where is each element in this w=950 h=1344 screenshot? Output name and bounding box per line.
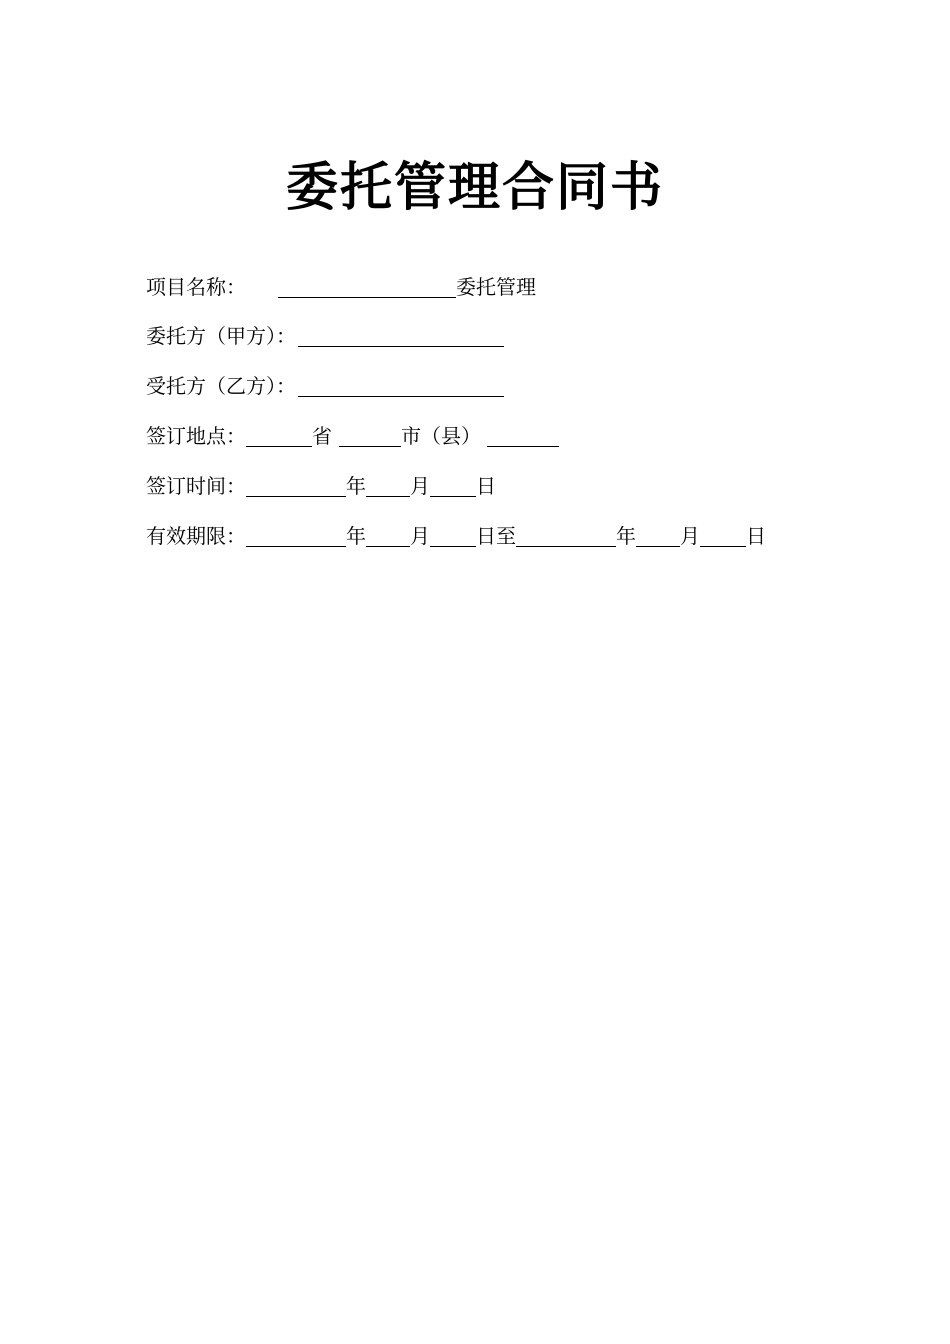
validity-end-month-label: 月 [680, 524, 700, 548]
project-name-row [146, 272, 536, 302]
sign-month-label: 月 [410, 474, 430, 498]
sign-place-row [146, 421, 559, 451]
sign-year-blank[interactable] [246, 474, 346, 497]
validity-to-label: 日至 [476, 524, 516, 548]
sign-day-label: 日 [476, 474, 496, 498]
project-name-label: 项目名称： [146, 275, 246, 299]
validity-start-year-blank[interactable] [246, 524, 346, 547]
validity-start-day-blank[interactable] [430, 524, 476, 547]
contractor-row [146, 371, 504, 401]
validity-start-month-blank[interactable] [366, 524, 410, 547]
sign-month-blank[interactable] [366, 474, 410, 497]
validity-end-month-blank[interactable] [636, 524, 680, 547]
contractor-blank[interactable] [298, 374, 504, 397]
validity-row [146, 521, 766, 551]
project-name-suffix: 委托管理 [456, 275, 536, 299]
sign-day-blank[interactable] [430, 474, 476, 497]
sign-place-label: 签订地点： [146, 424, 246, 448]
validity-end-year-blank[interactable] [516, 524, 616, 547]
sign-time-row [146, 471, 496, 501]
client-blank[interactable] [298, 324, 504, 347]
validity-start-year-label: 年 [346, 524, 366, 548]
county-blank[interactable] [487, 424, 559, 447]
validity-end-day-label: 日 [746, 524, 766, 548]
province-label: 省 [312, 424, 332, 448]
client-row [146, 321, 504, 351]
contractor-label: 受托方（乙方）： [146, 374, 296, 398]
project-name-blank[interactable] [278, 275, 456, 298]
client-label: 委托方（甲方）： [146, 324, 296, 348]
validity-end-year-label: 年 [616, 524, 636, 548]
validity-end-day-blank[interactable] [700, 524, 746, 547]
city-label: 市（县） [401, 424, 481, 448]
sign-time-label: 签订时间： [146, 474, 246, 498]
province-blank[interactable] [246, 424, 312, 447]
validity-label: 有效期限： [146, 524, 246, 548]
document-title: 委托管理合同书 [285, 158, 664, 218]
sign-year-label: 年 [346, 474, 366, 498]
validity-start-month-label: 月 [410, 524, 430, 548]
city-blank[interactable] [339, 424, 401, 447]
